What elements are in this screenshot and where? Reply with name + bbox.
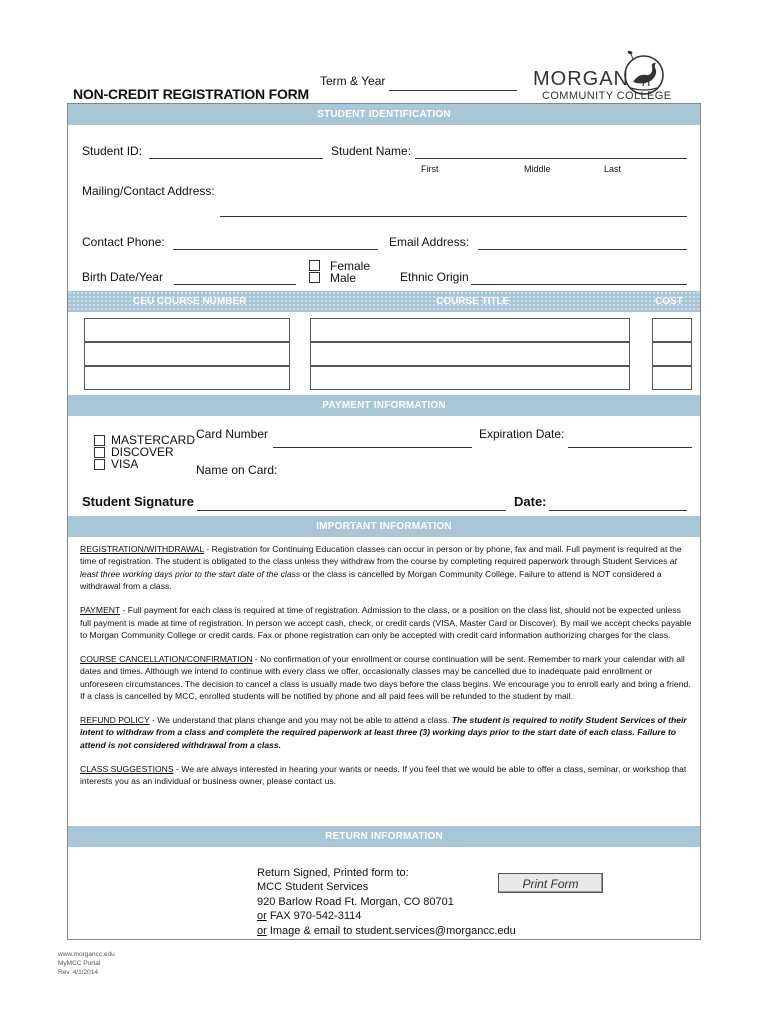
or-label: or	[257, 924, 267, 937]
return-email-line	[257, 924, 516, 938]
footer-revision: Rev. 4/1/2014	[58, 969, 98, 976]
form-title: NON-CREDIT REGISTRATION FORM	[73, 86, 310, 102]
refund-paragraph	[80, 714, 692, 751]
col-ceu-course-number: CEU COURSE NUMBER	[133, 296, 247, 307]
discover-label: DISCOVER	[111, 445, 174, 459]
col-cost: COST	[655, 296, 683, 307]
student-signature-field[interactable]	[197, 510, 506, 511]
cancellation-paragraph	[80, 653, 692, 703]
male-label: Male	[330, 271, 357, 285]
payment-heading: PAYMENT	[80, 605, 121, 616]
fax-number: FAX 970-542-3114	[266, 910, 362, 923]
registration-withdrawal-paragraph	[80, 543, 692, 593]
section-student-identification: STUDENT IDENTIFICATION	[68, 104, 700, 125]
footer-url[interactable]: www.morgancc.edu	[58, 951, 115, 958]
refund-text: - We understand that plans change and you may not be able to attend a class.	[149, 714, 452, 725]
card-number-field[interactable]	[273, 447, 472, 448]
expiration-date-field[interactable]	[568, 447, 692, 448]
visa-checkbox[interactable]	[94, 459, 105, 470]
discover-checkbox[interactable]	[94, 447, 105, 458]
section-return-information: RETURN INFORMATION	[68, 826, 700, 847]
course-cost-field-2[interactable]	[652, 342, 692, 366]
term-year-label: Term & Year	[320, 74, 386, 88]
registration-text: - Registration for Continuing Education classes can occur in person or by phone, fax and mail. Full payment is required at the time of registration. The student is obligated to the class unless they withdraw from the course by completing required paperwork through Student Services	[80, 544, 682, 567]
registration-deadline-text: at least three working days prior to the start date of the class	[80, 556, 677, 579]
email-instruction: Image & email to student.services@morgancc.edu	[266, 924, 516, 937]
return-address-block	[257, 866, 516, 938]
col-course-title: COURSE TITLE	[436, 296, 510, 307]
mastercard-checkbox[interactable]	[94, 435, 105, 446]
male-checkbox[interactable]	[309, 272, 320, 283]
footer	[58, 950, 115, 977]
ethnic-origin-label: Ethnic Origin	[400, 270, 469, 284]
name-last-caption: Last	[604, 164, 622, 174]
signature-date-label: Date:	[514, 494, 547, 509]
mastercard-label: MASTERCARD	[111, 433, 196, 447]
logo-name: MORGAN	[533, 68, 629, 90]
contact-phone-label: Contact Phone:	[82, 235, 165, 249]
ethnic-origin-field[interactable]	[471, 284, 687, 285]
card-number-label: Card Number	[196, 427, 269, 441]
payment-text: - Full payment for each class is required at time of registration. Admission to the class, or a position on the class list, should not be expected unless full payment is made at time of registration. In person we accept cash, check, or credit cards (VISA, Master Card or Discover). By mail we accept checks payable to Morgan Community College or credit cards. Fax or phone registration can only be accepted with credit card information authorizing charges for the class.	[80, 605, 692, 640]
return-street-address: 920 Barlow Road Ft. Morgan, CO 80701	[257, 895, 454, 908]
course-number-field-1[interactable]	[84, 318, 290, 342]
email-label: Email Address:	[389, 235, 470, 249]
logo-subtitle: COMMUNITY COLLEGE	[542, 90, 672, 102]
expiration-date-label: Expiration Date:	[479, 427, 565, 441]
course-cost-field-3[interactable]	[652, 366, 692, 390]
term-year-field[interactable]	[389, 90, 517, 91]
course-number-field-3[interactable]	[84, 366, 290, 390]
student-name-label: Student Name:	[331, 144, 412, 158]
refund-heading: REFUND POLICY	[80, 714, 150, 725]
suggestions-paragraph	[80, 763, 692, 788]
important-info-body	[80, 543, 692, 799]
refund-requirement-text: The student is required to notify Student Services of their intent to withdraw from a class and complete the required paperwork at least three (3) working days prior to the start date of each class. Failure to attend is not considered withdrawal from a class.	[80, 714, 687, 750]
name-middle-caption: Middle	[524, 164, 551, 174]
birth-date-field[interactable]	[174, 284, 296, 285]
birth-date-label: Birth Date/Year	[82, 270, 163, 284]
college-logo	[533, 48, 713, 106]
cancellation-heading: COURSE CANCELLATION/CONFIRMATION	[80, 653, 253, 664]
female-checkbox[interactable]	[309, 260, 320, 271]
address-field[interactable]	[220, 216, 687, 217]
email-field[interactable]	[478, 249, 687, 250]
course-title-field-2[interactable]	[310, 342, 630, 366]
address-label: Mailing/Contact Address:	[82, 184, 215, 198]
return-instruction: Return Signed, Printed form to:	[257, 867, 409, 879]
course-title-field-1[interactable]	[310, 318, 630, 342]
section-payment-information: PAYMENT INFORMATION	[68, 395, 700, 416]
signature-date-field[interactable]	[549, 510, 687, 511]
registration-text-end: or the class is cancelled by Morgan Community College. Failure to attend is NOT considered a withdrawal from a class.	[80, 568, 662, 592]
suggestions-text: - We are always interested in hearing your wants or needs. If you feel that we would be able to offer a class, seminar, or workshop that interests you as an individual or business owner, please contact us.	[80, 763, 687, 787]
registration-withdrawal-heading: REGISTRATION/WITHDRAWAL	[80, 544, 204, 554]
female-label: Female	[330, 259, 371, 273]
student-name-field[interactable]	[415, 158, 687, 159]
pheasant-icon	[619, 48, 667, 96]
course-cost-field-1[interactable]	[652, 318, 692, 342]
cancellation-text: - No confirmation of your enrollment or course continuation will be sent. Remember to mark your calendar with all dates and times. Although we intend to continue with every class we offer, occasionally classes may be cancelled due to inadequate paid enrollment or unforeseen circumstances. The decision to cancel a class is usually made two days before the class begins. We encourage you to enroll early and bring a friend. If a class is cancelled by MCC, enrolled students will be notified by phone and all paid fees will be refunded to the student by mail.	[80, 653, 691, 702]
student-id-field[interactable]	[149, 158, 323, 159]
course-number-field-2[interactable]	[84, 342, 290, 366]
student-id-label: Student ID:	[82, 144, 143, 158]
visa-label: VISA	[111, 457, 139, 471]
contact-phone-field[interactable]	[173, 249, 378, 250]
print-form-button[interactable]: Print Form	[498, 873, 603, 893]
footer-portal: MyMCC Portal	[58, 960, 101, 967]
payment-paragraph	[80, 604, 692, 641]
return-office: MCC Student Services	[257, 881, 369, 894]
or-label: or	[257, 910, 267, 923]
student-signature-label: Student Signature	[82, 494, 194, 509]
suggestions-heading: CLASS SUGGESTIONS	[80, 763, 174, 774]
course-title-field-3[interactable]	[310, 366, 630, 390]
section-important-information: IMPORTANT INFORMATION	[68, 516, 700, 537]
return-fax-line	[257, 909, 516, 923]
name-first-caption: First	[421, 164, 439, 174]
name-on-card-label: Name on Card:	[196, 463, 278, 477]
